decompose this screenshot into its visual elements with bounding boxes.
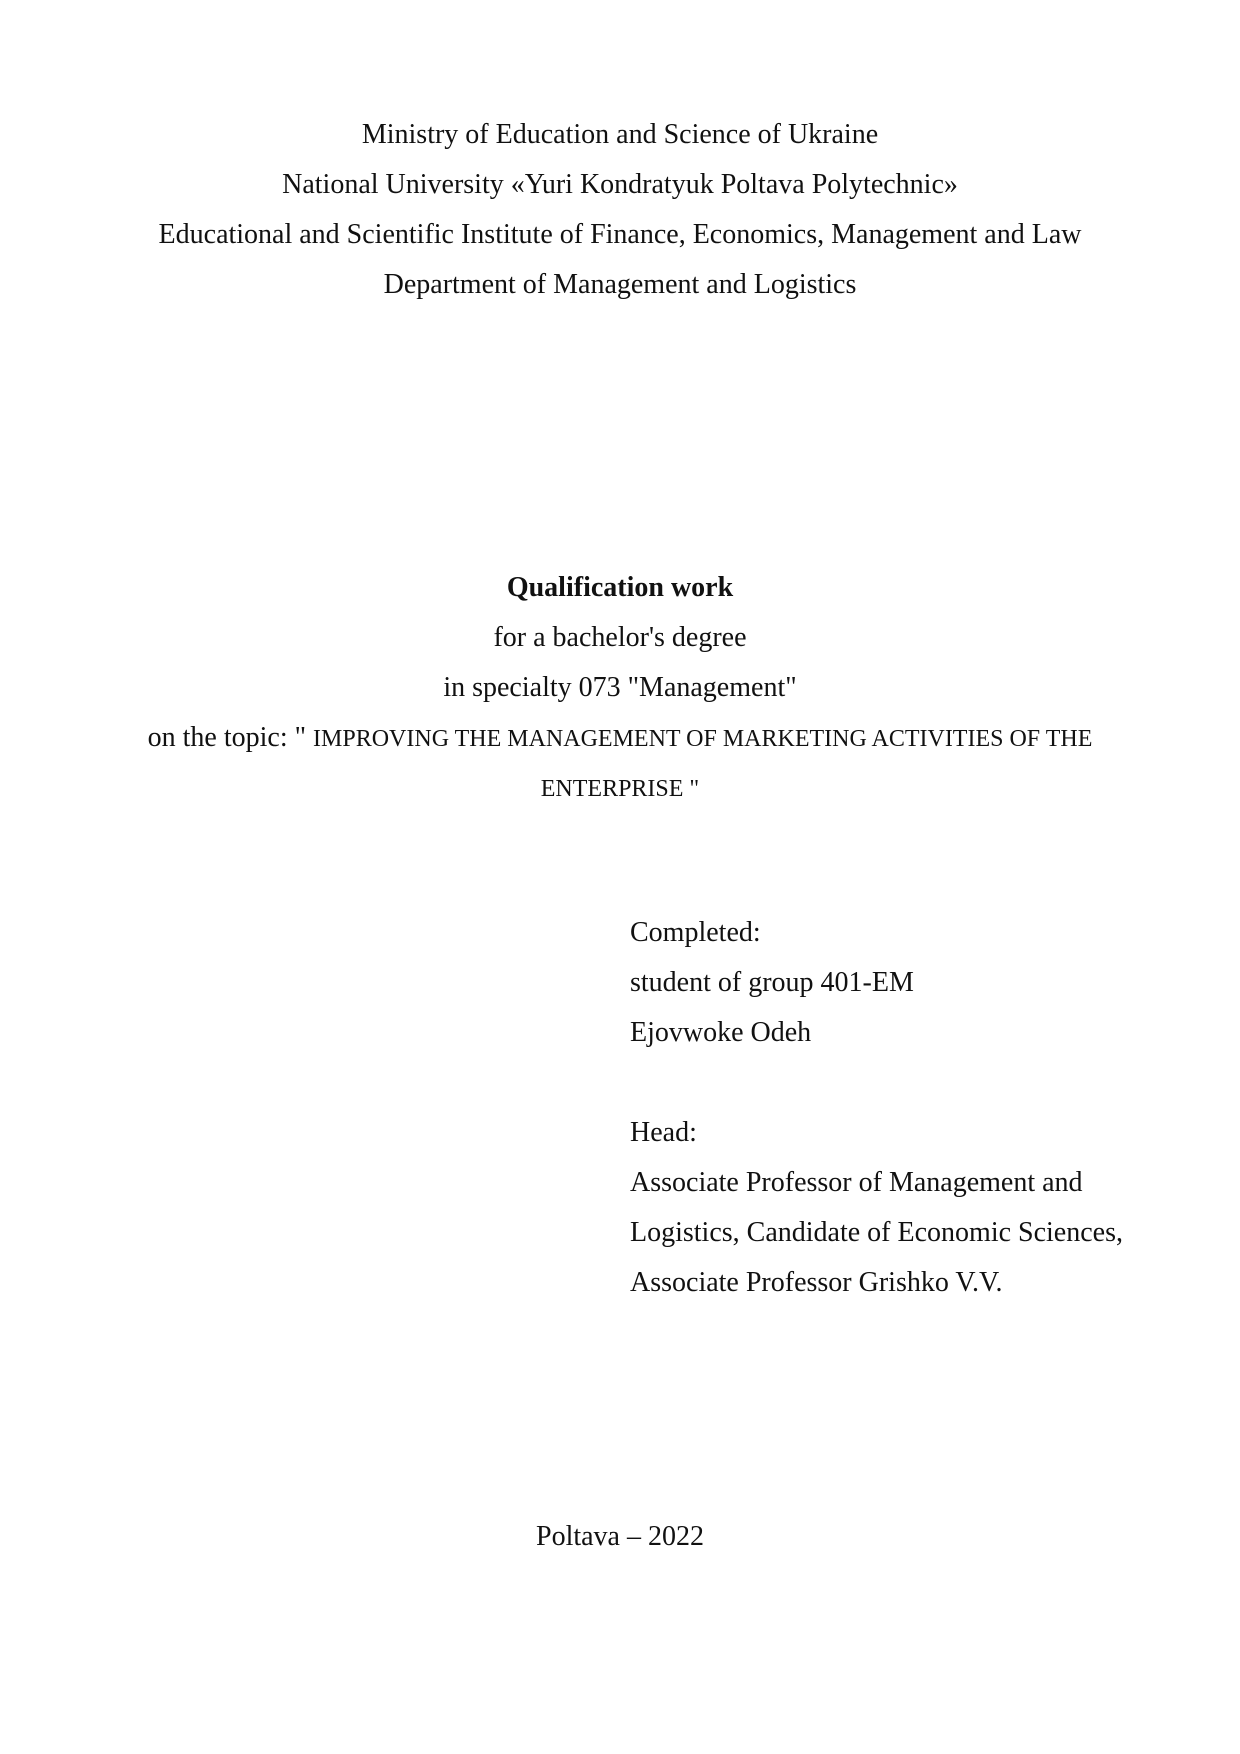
head-label: Head: <box>630 1117 697 1148</box>
head-line-3: Associate Professor Grishko V.V. <box>630 1267 1003 1298</box>
supervisor-block <box>630 1108 1190 1308</box>
head-line-2: Logistics, Candidate of Economic Sciences, <box>630 1217 1123 1248</box>
completed-by-block <box>630 908 1190 1058</box>
student-name: Ejovwoke Odeh <box>630 1017 812 1048</box>
topic-prefix: on the topic: " <box>147 722 314 753</box>
institution-header <box>0 110 1240 310</box>
ministry-line: Ministry of Education and Science of Ukraine <box>361 119 879 150</box>
topic-title-part2: ENTERPRISE " <box>540 776 700 802</box>
topic-line <box>0 713 1240 764</box>
work-title: Qualification work <box>506 572 734 603</box>
degree-line: for a bachelor's degree <box>493 622 747 653</box>
place-year: Poltava – 2022 <box>536 1521 704 1552</box>
head-line-1: Associate Professor of Management and <box>630 1167 1083 1198</box>
university-line: National University «Yuri Kondratyuk Poltava Polytechnic» <box>282 169 958 200</box>
title-section <box>0 563 1240 814</box>
institute-line: Educational and Scientific Institute of Finance, Economics, Management and Law <box>158 219 1082 250</box>
completed-label: Completed: <box>630 917 761 948</box>
department-line: Department of Management and Logistics <box>383 269 857 300</box>
specialty-line: in specialty 073 "Management" <box>443 672 797 703</box>
footer <box>0 1512 1240 1562</box>
student-group: student of group 401-EM <box>630 967 914 998</box>
topic-title-part1: IMPROVING THE MANAGEMENT OF MARKETING ACTIVITIES OF THE <box>313 726 1093 752</box>
